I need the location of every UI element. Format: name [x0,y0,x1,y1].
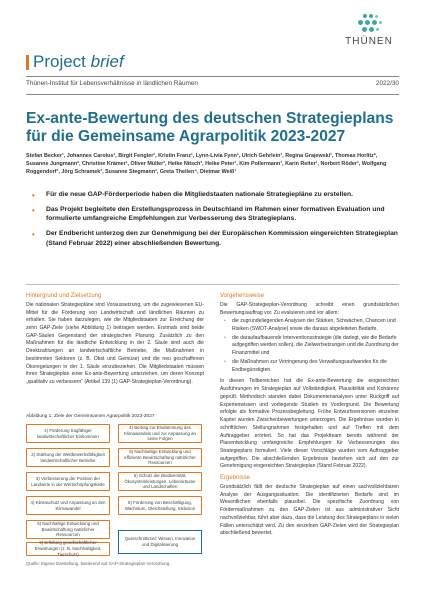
background-paragraph: Die nationalen Strategiepläne sind Voraussetzung, um die zugewiesenen EU-Mittel für die Förderung von Landwirtschaft und ländlichen Räumen zu erhalten. Sie haben darzulegen, wie die Mitgliedstaaten zur Erreichung der zehn GAP-Ziele (siehe Abbildung 1) beitragen werden. Erstmals sind beide GAP-Säulen Gegenstand der strategischen Planung. Zusätzlich zu den Maßnahmen für die ländliche Entwicklung in der 2. Säule sind auch die Direktzahlungen an landwirtschaftliche Betriebe, die Maßnahmen in bestimmten Sektoren (z. B. Obst und Gemüse) und die neu geschaffenen Ökoregelungen in der 1. Säule einzubeziehen. Die Mitgliedstaaten müssen ihren Strategieplan einer Ex-ante-Bewertung unterziehen, um deren Konzept „qualitativ zu verbessern“ (Artikel 139 (1) GAP-Strategieplan-Verordnung). [26,301,204,386]
author-list: Stefan Becker¹, Johannes Carolus¹, Birgit Fengler¹, Kristin Franz¹, Lynn-Livia Fynn¹, Ulrich Gehrlein¹, Regina Grajewski¹, Thomas Horlitz², Susanne Jungmann², Christine Krämer¹, Oliver Müller³, Heike Nitsch³, Heike Peter¹, Kim Pollermann¹, Karin Reiter¹, Norbert Röder¹, Wolfgang Roggendorf¹, Jörg Schramek³, Susanne Stegmann¹, Greta Theilen⁴, Dietmar Weiß¹ [26,153,387,175]
bullet-dot-icon: • [224,334,226,341]
bullet-dot-icon: • [32,230,35,240]
section-heading-approach: Vorgehensweise [220,293,265,299]
goal-box: 2) Stärkung der Wettbewerbsfähigkeit landwirtschaftlicher Betriebe [26,448,110,467]
approach-paragraph: In diesen Teilbereichen hat die Ex-ante-Bewertung die eingereichten Ausführungen im Strategieplan auf Vollständigkeit, Plausibilität und Kohärenz geprüft. Methodisch standen dabei Dokumentenanalysen unter Rückgriff auf Expertenwissen und vorliegende Studien im Vordergrund. Die Bewertung erfolgte als formative Prozessbegleitung. Frühe Entwurfsversionen einzelner Kapitel wurden Zwischenbewertungen unterzogen. Die Ergebnisse wurden in schriftlichen Stellungnahmen festgehalten und auf Treffen mit dem Auftraggeber erörtert. So hat das Projektteam bereits während der Planentwicklung umfangreiche Empfehlungen für Verbesserungen des Strategieplans formuliert. Viele dieser Vorschläge wurden vom Auftraggeber aufgegriffen. Die abschließenden Ergebnisse beziehen sich auf den zur Genehmigung eingereichten Strategieplan (Stand Februar 2022). [220,378,399,470]
key-finding-item [26,229,399,248]
goal-box: 4) Klimaschutz und Anpassung an den Klimawandel [26,496,110,515]
goal-crosscutting: Querschnittsziel: Wissen, Innovation und Digitalisierung [118,530,202,554]
key-finding-item [26,205,399,224]
series-title [33,52,124,72]
institute-name: Thünen-Institut für Lebensverhältnisse in ländlichen Räumen [26,80,198,87]
evaluation-item-text: die zugrundeliegenden Analysen der Stärken, Schwächen, Chancen und Risiken (SWOT-Analyse) sowie die daraus abgeleiteten Bedarfe, [232,318,396,332]
key-findings [26,190,399,254]
bullet-dot-icon: • [32,191,35,200]
goal-box: 3) Verbesserung der Position der Landwirte in der Wertschöpfungskette [26,472,110,491]
goal-box: 8) Förderung von Beschäftigung, Wachstum, Gleichstellung, Inklusion [118,496,202,515]
results-paragraph: Grundsätzlich fällt der deutsche Strategieplan auf einen sachvollziehbaren Analyse der Ausgangssituation. Die identifizierten Bedarfe sind im Wesentlichen ebenfalls plausibel. Die spezifische Zuordnung von Fördermaßnahmen zu den GAP-Zielen ist aus administrativer Sicht nachvollziehbar, führt aber dazu, dass die Leistung des Strategieplans in vielen Fällen unterschätzt wird. Zu den einzelnen GAP-Zielen wird der Strategieplan abschließend bewertet. [220,484,399,537]
evaluation-list-item [220,359,399,374]
key-finding-item [26,190,399,200]
figure-source: Quelle: Eigene Darstellung, basierend auf GAP-Strategieplan-Verordnung. [26,561,171,566]
figure-caption: Abbildung 1: Ziele der Gemeinsamen Agrarpolitik 2023-2027 [26,414,155,419]
evaluation-list-item [220,335,399,358]
evaluation-list [220,318,399,374]
title-line-1: Ex-ante-Bewertung des deutschen Strategieplans [26,110,394,127]
goal-box: 5) Nachhaltige Entwicklung und effiziente Bewirtschaftung natürlicher Ressourcen [118,448,202,467]
logo-name: THÜNEN [345,36,393,47]
title-line-2: für die Gemeinsame Agrarpolitik 2023-2027 [26,127,346,145]
issue-number: 2022/30 [375,80,399,87]
goal-box: 9) Erfüllung gesellschaftlicher Erwartungen (z. B. Nachhaltigkeit, Tierschutz) [26,542,110,556]
logo-dots-icon [354,14,384,34]
institute-row [26,80,399,92]
series-main: Project [33,52,86,71]
institute-divider [26,94,399,95]
key-finding-text: Das Projekt begleitete den Erstellungsprozess in Deutschland im Rahmen einer formativen Evaluation und formulierte umfangreiche Empfehlungen zur Verbesserung des Strategieplans. [46,205,385,223]
thuenen-logo [339,14,399,47]
key-finding-text: Für die neue GAP-Förderperiode haben die Mitgliedstaaten nationale Strategiepläne zu erstellen. [46,191,353,198]
goal-box: 5) Nachhaltige Entwicklung und Bewirtschaftung natürlicher Ressourcen [26,520,110,539]
bullet-dot-icon: • [224,318,226,325]
bullet-dot-icon: • [32,205,35,215]
series-header [0,52,425,74]
series-accent-bar [26,55,29,70]
cap-goals-figure [26,424,204,556]
evaluation-item-text: die Maßnahmen zur Verringerung des Verwaltungsaufwandes für die Endbegünstigten. [232,358,387,373]
series-italic: brief [90,52,124,71]
goal-box: 1) Förderung tragfähiger landwirtschaftlicher Einkommen [26,424,110,443]
left-column [26,293,204,387]
section-heading-background: Hintergrund und Zielsetzung [26,293,102,299]
goal-box: 6) Schutz der Biodiversität, Ökosystemleistungen, Lebensräume und Landschaften [118,472,202,491]
bullet-dot-icon: • [224,358,226,365]
right-column [220,293,399,538]
evaluation-item-text: die daraufaufbauende Interventionsstrategie (die darlegt, wie die Bedarfe aufgegriffen werden sollen), die Zielwertsetzungen und die Zuordnung der Finanzmittel und [232,334,399,357]
body-divider [26,284,399,285]
goal-box: 4) Beitrag zur Eindämmung des Klimawandels und zur Anpassung an seine Folgen [118,424,202,443]
top-divider [26,76,399,77]
evaluation-list-item [220,318,399,333]
key-finding-text: Der Endbericht unterzog den zur Genehmigung bei der Europäischen Kommission eingereichten Strategieplan (Stand Februar 2022) einer abschließenden Bewertung. [46,230,398,247]
page-title [26,110,399,145]
approach-intro: Die GAP-Strategieplan-Verordnung schreibt einen grundsätzlichen Bewertungsauftrag vor. Zu evaluieren sind vor allem: [220,301,399,316]
section-heading-results: Ergebnisse [220,475,251,482]
